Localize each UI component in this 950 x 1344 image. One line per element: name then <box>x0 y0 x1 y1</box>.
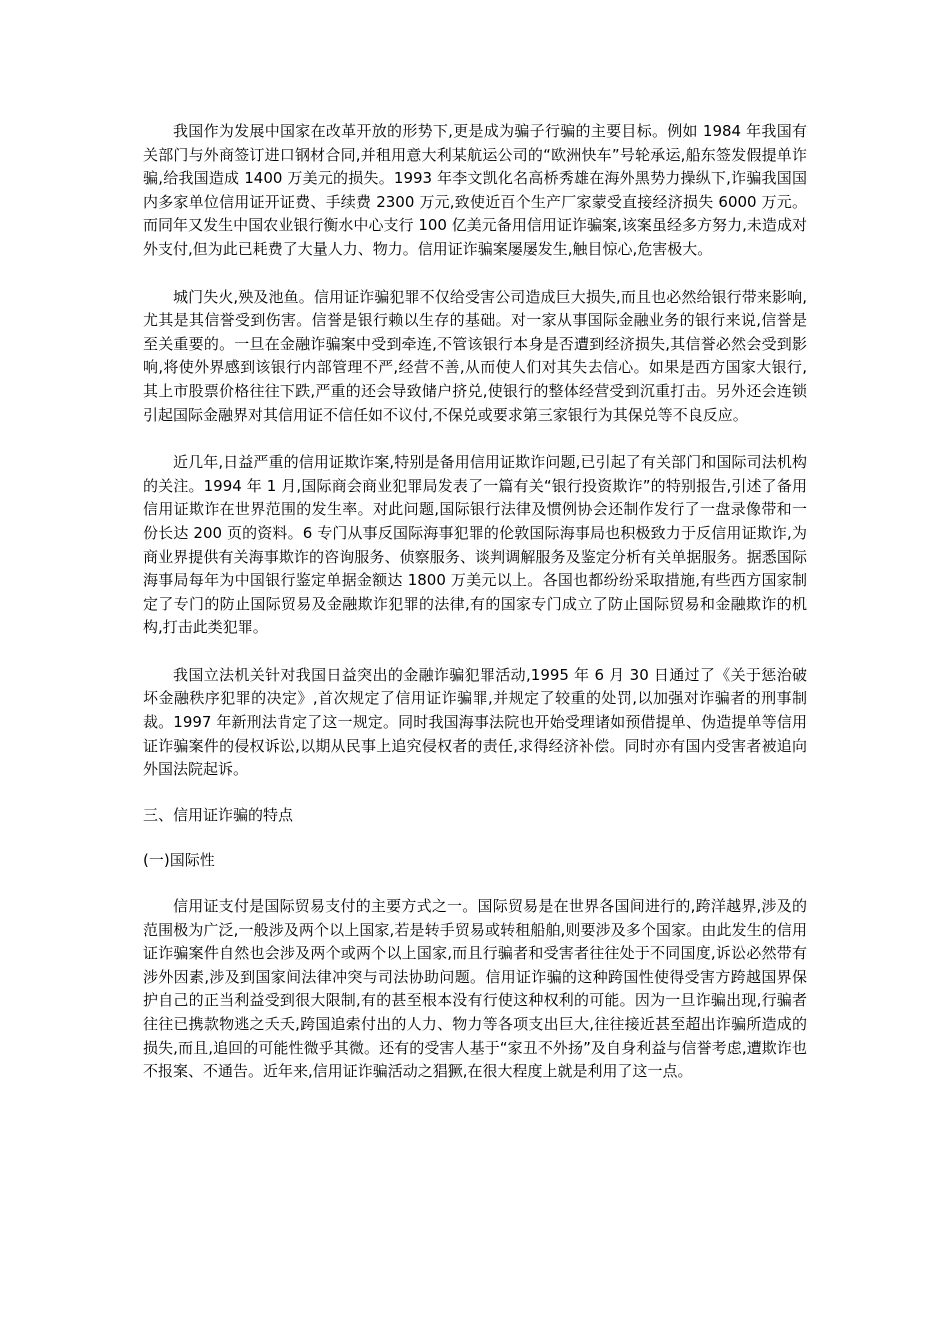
paragraph-gap <box>143 782 807 804</box>
paragraph-4: 我国立法机关针对我国日益突出的金融诈骗犯罪活动,1995 年 6 月 30 日通过了《关于惩治破坏金融秩序犯罪的决定》,首次规定了信用证诈骗罪,并规定了较重的处罚,以加强对诈骗者的刑事制裁。1997 年新刑法肯定了这一规定。同时我国海事法院也开始受理诸如预借提单、伪造提单等信用证诈骗案件的侵权诉讼,以期从民事上追究侵权者的责任,求得经济补偿。同时亦有国内受害者被追向外国法院起诉。 <box>143 665 807 779</box>
section-heading: 三、信用证诈骗的特点 <box>143 805 294 824</box>
paragraph-gap <box>143 827 807 849</box>
paragraph-3: 近几年,日益严重的信用证欺诈案,特别是备用信用证欺诈问题,已引起了有关部门和国际司法机构的关注。1994 年 1 月,国际商会商业犯罪局发表了一篇有关“银行投资欺诈”的特别报告,引述了备用信用证欺诈在世界范围的发生率。对此问题,国际银行法律及惯例协会还制作发行了一盘录像带和一份长达 200 页的资料。6 专门从事反国际海事犯罪的伦敦国际海事局也积极致力于反信用证欺诈,为商业界提供有关海事欺诈的咨询服务、侦察服务、谈判调解服务及鉴定分析有关单据服务。据悉国际海事局每年为中国银行鉴定单据金额达 1800 万美元以上。各国也都纷纷采取措施,有些西方国家制定了专门的防止国际贸易及金融欺诈犯罪的法律,有的国家专门成立了防止国际贸易和金融欺诈的机构,打击此类犯罪。 <box>143 453 807 637</box>
paragraph-2: 城门失火,殃及池鱼。信用证诈骗犯罪不仅给受害公司造成巨大损失,而且也必然给银行带来影响,尤其是其信誉受到伤害。信誉是银行赖以生存的基础。对一家从事国际金融业务的银行来说,信誉是至关重要的。一旦在金融诈骗案中受到牵连,不管该银行本身是否遭到经济损失,其信誉必然会受到影响,将使外界感到该银行内部管理不严,经营不善,从而使人们对其失去信心。如果是西方国家大银行,其上市股票价格往往下跌,严重的还会导致储户挤兑,使银行的整体经营受到沉重打击。另外还会连锁引起国际金融界对其信用证不信任如不议付,不保兑或要求第三家银行为其保兑等不良反应。 <box>143 287 807 424</box>
paragraph-5: 信用证支付是国际贸易支付的主要方式之一。国际贸易是在世界各国间进行的,跨洋越界,涉及的范围极为广泛,一般涉及两个以上国家,若是转手贸易或转租船舶,则要涉及多个国家。由此发生的信用证诈骗案件自然也会涉及两个或两个以上国家,而且行骗者和受害者往往处于不同国度,诉讼必然带有涉外因素,涉及到国家间法律冲突与司法协助问题。信用证诈骗的这种跨国性使得受害方跨越国界保护自己的正当利益受到很大限制,有的甚至根本没有行使这种权利的可能。因为一旦诈骗出现,行骗者往往已携款物逃之夭夭,跨国追索付出的人力、物力等各项支出巨大,往往接近甚至超出诈骗所造成的损失,而且,追回的可能性微乎其微。还有的受害人基于“家丑不外扬”及自身利益与信誉考虑,遭欺诈也不报案、不通告。近年来,信用证诈骗活动之猖獗,在很大程度上就是利用了这一点。 <box>143 897 807 1081</box>
document-page <box>143 120 807 1084</box>
paragraph-gap <box>143 427 807 451</box>
paragraph-1: 我国作为发展中国家在改革开放的形势下,更是成为骗子行骗的主要目标。例如 1984 年我国有关部门与外商签订进口钢材合同,并租用意大利某航运公司的“欧洲快车”号轮承运,船东签发假提单诈骗,给我国造成 1400 万美元的损失。1993 年李文凯化名高桥秀雄在海外黑势力操纵下,诈骗我国国内多家单位信用证开证费、手续费 2300 万元,致使近百个生产厂家蒙受直接经济损失 6000 万元。而同年又发生中国农业银行衡水中心支行 100 亿美元备用信用证诈骗案,该案虽经多方努力,未造成对外支付,但为此已耗费了大量人力、物力。信用证诈骗案屡屡发生,触目惊心,危害极大。 <box>143 122 807 258</box>
subsection-heading: (一)国际性 <box>143 851 215 870</box>
paragraph-gap <box>143 873 807 895</box>
paragraph-gap <box>143 262 807 286</box>
paragraph-gap <box>143 640 807 664</box>
